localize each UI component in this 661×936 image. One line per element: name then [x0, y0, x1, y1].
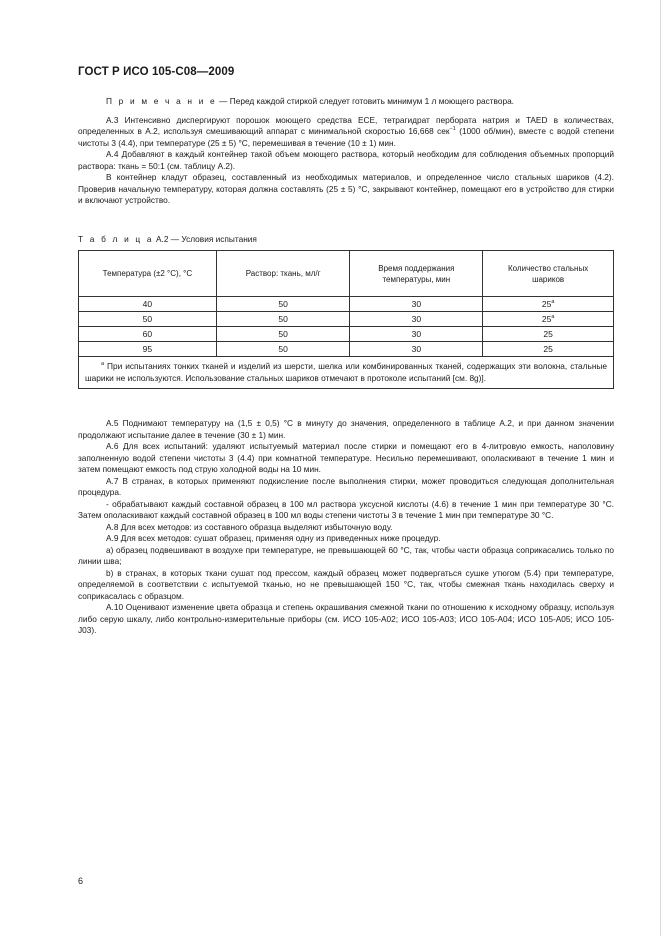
- cell-balls: [483, 327, 614, 342]
- table-title-text: А.2 — Условия испытания: [153, 234, 257, 244]
- table-footnote: [79, 357, 614, 389]
- cell-ratio: 50: [216, 342, 350, 357]
- cell-balls: [483, 297, 614, 312]
- cell-time: 30: [350, 342, 483, 357]
- paragraph-a4b: В контейнер кладут образец, составленный из необходимых материалов, и определенное число стальных шариков (4.2). Проверив начальную температуру, которая должна составлять (25 ± 5) °С, закрывают контейнер, помещают его в устройство для стирки и включают устройство.: [78, 172, 614, 205]
- page-number: 6: [78, 876, 84, 886]
- paragraph-a4: А.4 Добавляют в каждый контейнер такой объем моющего раствора, который необходим для соблюдения объемных пропорций раствора: ткань = 50:1 (см. таблицу А.2).: [78, 149, 614, 171]
- paragraph-a5: А.5 Поднимают температуру на (1,5 ± 0,5) °С в минуту до значения, определенного в таблице А.2, и при данном значении продолжают испытание далее в течение (30 ± 1) мин.: [78, 418, 614, 440]
- paragraph-a8: А.8 Для всех методов: из составного образца выделяют избыточную воду.: [106, 521, 393, 532]
- cell-ratio: 50: [216, 297, 350, 312]
- cell-time: 30: [350, 312, 483, 327]
- header-balls-text: Количество стальных шариков: [508, 263, 589, 284]
- header-temperature: [79, 251, 217, 297]
- cell-balls-value: 25: [541, 314, 552, 324]
- document-header: ГОСТ Р ИСО 105-C08—2009: [78, 66, 235, 78]
- paragraph-a3-part1: А.3 Интенсивно диспергируют порошок моющего средства ЕСЕ, тетрагидрат пербората натрия и TAED в количествах, определенных в А.2, используя смешивающий аппарат с минимальной скоростью 16,668 сек: [78, 114, 614, 136]
- header-ratio-text: Раствор: ткань, мл/г: [245, 269, 321, 278]
- paragraph-a7: А.7 В странах, в которых применяют подкисление после выполнения стирки, может проводиться следующая дополнительная процедура.: [78, 475, 614, 497]
- cell-time: 30: [350, 297, 483, 312]
- note-label: П р и м е ч а н и е: [106, 96, 217, 106]
- cell-balls: [483, 312, 614, 327]
- cell-ratio: 50: [216, 327, 350, 342]
- cell-temp: 95: [79, 342, 217, 357]
- paragraph-a9: А.9 Для всех методов: сушат образец, применяя одну из приведенных ниже процедур.: [106, 533, 441, 543]
- paragraph-a10: А.10 Оценивают изменение цвета образца и степень окрашивания смежной ткани по отношению к исходному образцу, используя либо серую шкалу, либо контрольно-измерительные приборы (см. ИСО 105-А02; ИСО 105-А03; ИСО 105-А04; ИСО 105-А05; ИСО 105-J03).: [78, 602, 614, 635]
- bottom-text-block: [78, 418, 614, 637]
- table-row: [79, 297, 614, 312]
- paragraph-a7-item: - обрабатывают каждый составной образец в 100 мл раствора уксусной кислоты (4.6) в течение 1 мин при температуре 30 °С. Затем ополаскивают каждый составной образец в 100 мл воды степени чистоты 3 в течение 1 мин при температуре 30 °С.: [78, 498, 614, 520]
- top-text-block: [78, 96, 614, 207]
- table-row: [79, 312, 614, 327]
- cell-balls-value: 25: [543, 329, 553, 339]
- header-ratio: [216, 251, 350, 297]
- note-text: — Перед каждой стиркой следует готовить минимум 1 л моющего раствора.: [216, 96, 514, 106]
- paragraph-a6: А.6 Для всех испытаний: удаляют испытуемый материал после стирки и помещают его в 4-литровую емкость, наполовину заполненную водой степени чистоты 3 (4.4) при комнатной температуре. Несильно перемешивают, ополаскивают в течение 1 мин и затем помещают емкость под струю холодной воды на 10 мин.: [78, 441, 614, 474]
- table-footnote-row: [79, 357, 614, 389]
- cell-temp: 50: [79, 312, 217, 327]
- note-paragraph: [78, 96, 614, 108]
- cell-time: 30: [350, 327, 483, 342]
- header-time: [350, 251, 483, 297]
- paragraph-a3: [78, 115, 614, 150]
- header-balls: [483, 251, 614, 297]
- cell-balls: [483, 342, 614, 357]
- cell-temp: 60: [79, 327, 217, 342]
- paragraph-a3-superscript: −1: [449, 126, 456, 133]
- paragraph-a9b: b) в странах, в которых ткани сушат под прессом, каждый образец может подвергаться сушке утюгом (5.4) при температуре, определяемой в соответствии с испытуемой тканью, но не превышающей 150 °С, так, чтобы смежная ткань находилась сверху и соприкасалась с образцом.: [78, 567, 614, 601]
- footnote-mark: a: [101, 361, 105, 368]
- cell-balls-value: 25: [543, 344, 553, 354]
- conditions-table: [78, 250, 614, 389]
- header-time-text: Время поддержания температуры, мин: [378, 263, 455, 284]
- paragraph-a9a: a) образец подвешивают в воздухе при температуре, не превышающей 60 °С, так, чтобы части образца соприкасались только по линии шва;: [78, 544, 614, 566]
- table-header-row: [79, 251, 614, 297]
- cell-ratio: 50: [216, 312, 350, 327]
- table-title-label: Т а б л и ц а: [78, 234, 154, 244]
- table-row: [79, 327, 614, 342]
- table-row: [79, 342, 614, 357]
- table-title: [78, 234, 257, 244]
- cell-balls-value: 25: [541, 299, 552, 309]
- footnote-ref: a: [551, 314, 555, 321]
- header-temperature-text: Температура (±2 °С), °С: [102, 269, 193, 278]
- footnote-text: При испытаниях тонких тканей и изделий из шерсти, шелка или комбинированных тканей, содержащих эти волокна, стальные шарики не используются. Использование стальных шариков отмечают в протоколе испытаний [см. 8g)].: [85, 361, 607, 383]
- cell-temp: 40: [79, 297, 217, 312]
- footnote-ref: a: [551, 299, 555, 306]
- paragraph-a3-part2: (1000 об/мин), вместе с водой степени чистоты 3 (4.4), при температуре (25 ± 5) °С, перемешивая в течение (10 ± 1) мин.: [78, 126, 614, 148]
